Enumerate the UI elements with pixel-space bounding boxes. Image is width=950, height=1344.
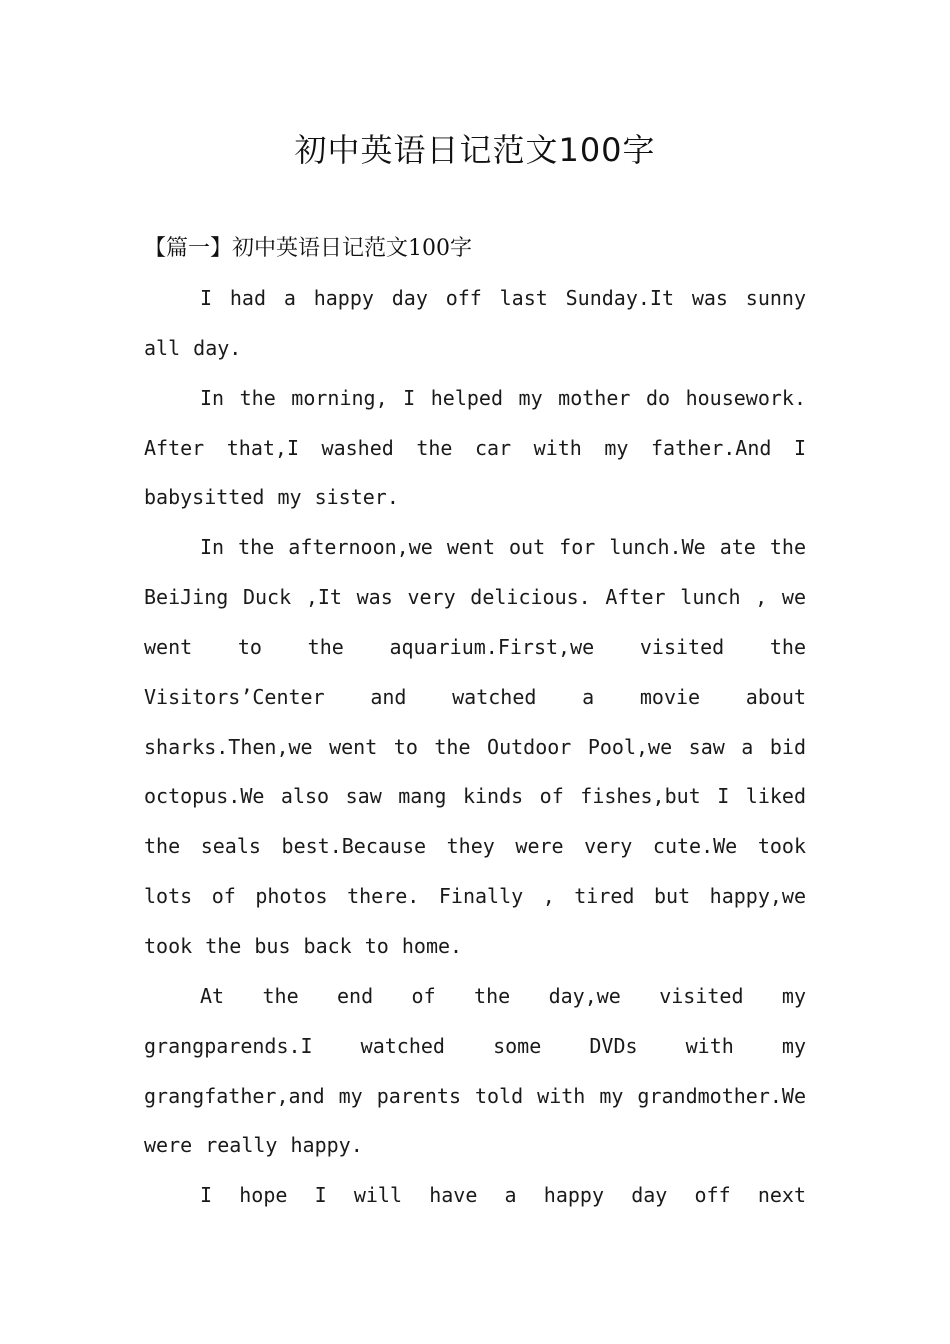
paragraph-3: In the afternoon,we went out for lunch.We ate the BeiJing Duck ,It was very delicious. After lunch , we went to the aquarium.First,we visited the Visitors’Center and watched a movie about sharks.Then,we went to the Outdoor Pool,we saw a bid octopus.We also saw mang kinds of fishes,but I liked the seals best.Because they were very cute.We took lots of photos there. Finally , tired but happy,we took the bus back to home. bbox=[144, 535, 806, 958]
document-body bbox=[144, 274, 806, 1221]
paragraph-4: At the end of the day,we visited my grangparends.I watched some DVDs with my grangfather,and my parents told with my grandmother.We were really happy. bbox=[144, 983, 806, 1158]
page-title: 初中英语日记范文100字 bbox=[294, 131, 656, 169]
section-heading: 【篇一】初中英语日记范文100字 bbox=[144, 236, 472, 261]
paragraph-2: In the morning, I helped my mother do housework. After that,I washed the car with my father.And I babysitted my sister. bbox=[144, 385, 806, 510]
paragraph-1: I had a happy day off last Sunday.It was sunny all day. bbox=[144, 286, 806, 360]
paragraph-5: I hope I will have a happy day off next bbox=[200, 1183, 806, 1208]
